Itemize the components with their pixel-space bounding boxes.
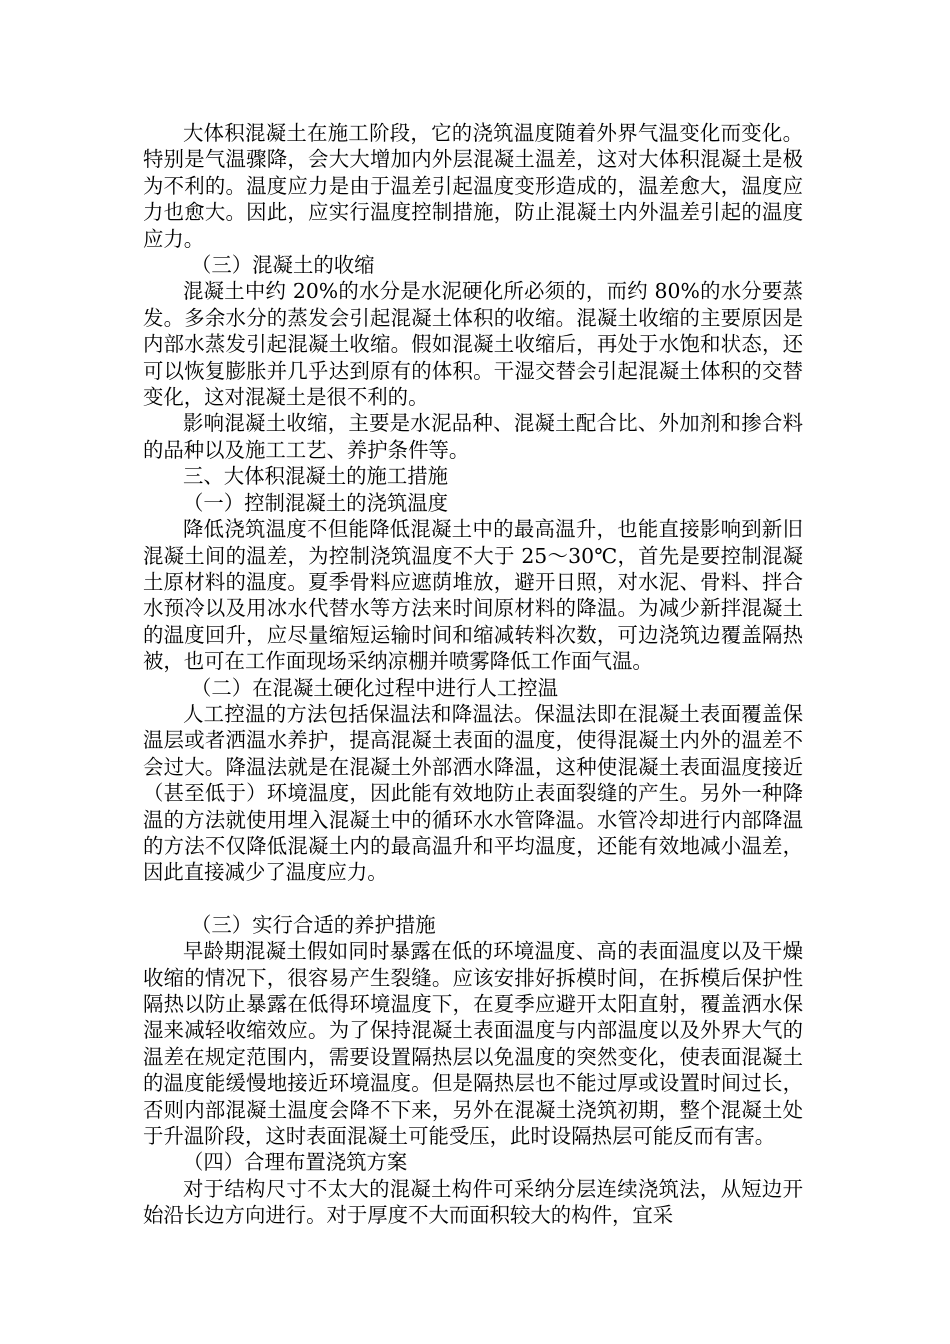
document-page [143,120,803,1229]
heading-artificial-temperature-control: （二）在混凝土硬化过程中进行人工控温 [191,675,559,700]
paragraph-artificial-temperature-control: 人工控温的方法包括保温法和降温法。保温法即在混凝土表面覆盖保温层或者洒温水养护，提高混凝土表面的温度，使得混凝土内外的温差不会过大。降温法就是在混凝土外部洒水降温，这种使混凝土表面温度接近（甚至低于）环境温度，因此能有效地防止表面裂缝的产生。另外一种降温的方法就使用埋入混凝土中的循环水水管降温。水管冷却进行内部降温的方法不仅降低混凝土内的最高温升和平均温度，还能有效地减小温差，因此直接减少了温度应力。 [143,701,803,885]
paragraph-temperature-stress: 大体积混凝土在施工阶段，它的浇筑温度随着外界气温变化而变化。特别是气温骤降，会大大增加内外层混凝土温差，这对大体积混凝土是极为不利的。温度应力是由于温差引起温度变形造成的，温差愈大，温度应力也愈大。因此，应实行温度控制措施，防止混凝土内外温差引起的温度应力。 [143,121,803,251]
paragraph-shrinkage: 混凝土中约 20%的水分是水泥硬化所必须的，而约 80%的水分要蒸发。多余水分的蒸发会引起混凝土体积的收缩。混凝土收缩的主要原因是内部水蒸发引起混凝土收缩。假如混凝土收缩后，再处于水饱和状态，还可以恢复膨胀并几乎达到原有的体积。干湿交替会引起混凝土体积的交替变化，这对混凝土是很不利的。 [143,279,803,410]
paragraph-pouring-plan: 对于结构尺寸不太大的混凝土构件可采纳分层连续浇筑法，从短边开始沿长边方向进行。对于厚度不大而面积较大的构件，宜采 [143,1176,803,1228]
heading-shrinkage: （三）混凝土的收缩 [191,253,375,278]
paragraph-curing-measures: 早龄期混凝土假如同时暴露在低的环境温度、高的表面温度以及干燥收缩的情况下，很容易产生裂缝。应该安排好拆模时间，在拆模后保护性隔热以防止暴露在低得环境温度下，在夏季应避开太阳直射，覆盖洒水保湿来减轻收缩效应。为了保持混凝土表面温度与内部温度以及外界大气的温差在规定范围内，需要设置隔热层以免温度的突然变化，使表面混凝土的温度能缓慢地接近环境温度。但是隔热层也不能过厚或设置时间过长，否则内部混凝土温度会降不下来，另外在混凝土浇筑初期，整个混凝土处于升温阶段，这时表面混凝土可能受压，此时设隔热层可能反而有害。 [143,939,803,1149]
blank-line [143,886,803,912]
heading-curing-measures: （三）实行合适的养护措施 [191,912,436,937]
paragraph-shrinkage-factors: 影响混凝土收缩，主要是水泥品种、混凝土配合比、外加剂和掺合料的品种以及施工工艺、养护条件等。 [143,411,803,462]
heading-construction-measures: 三、大体积混凝土的施工措施 [183,464,449,489]
heading-pouring-temperature: （一）控制混凝土的浇筑温度 [183,490,449,515]
paragraph-pouring-temperature: 降低浇筑温度不但能降低混凝土中的最高温升，也能直接影响到新旧混凝土间的温差，为控制浇筑温度不大于 25～30℃，首先是要控制混凝土原材料的温度。夏季骨料应遮荫堆放，避开日照，对水泥、骨料、拌合水预冷以及用冰水代替水等方法来时间原材料的降温。为减少新拌混凝土的温度回升，应尽量缩短运输时间和缩减转料次数，可边浇筑边覆盖隔热被，也可在工作面现场采纳凉棚并喷雾降低工作面气温。 [143,517,803,674]
heading-pouring-plan: （四）合理布置浇筑方案 [183,1150,408,1175]
